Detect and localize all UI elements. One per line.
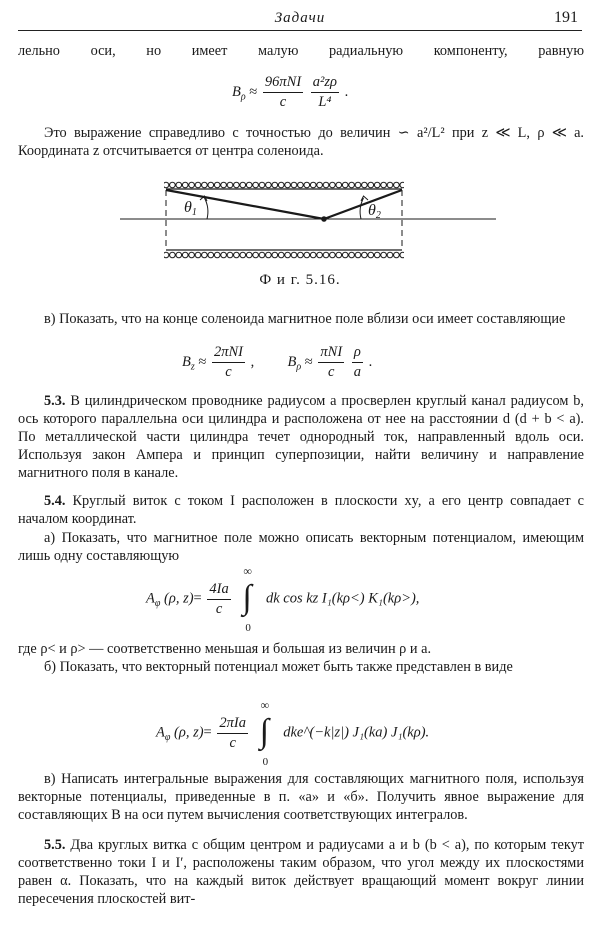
problem-5-3	[18, 392, 584, 482]
eq-arguments: (ρ, z)	[164, 590, 194, 607]
observation-point	[321, 216, 327, 222]
integrand: dke^(−k|z|) J₁(ka) J₁(kρ).	[283, 724, 430, 741]
eq-subscript: ρ	[296, 361, 302, 373]
denominator: a	[353, 364, 362, 380]
fraction	[217, 715, 248, 752]
theta1-label: θ1	[184, 199, 197, 218]
fraction	[311, 74, 339, 111]
fraction	[352, 344, 363, 381]
page-number: 191	[554, 9, 578, 26]
lower-limit: 0	[245, 622, 251, 634]
eq-comma: ,	[250, 353, 255, 370]
numerator: ρ	[352, 344, 363, 363]
eq-symbol: B	[232, 83, 241, 100]
eq-symbol: A	[146, 590, 155, 607]
eq-approx: ≈	[198, 353, 207, 370]
problem-5-5	[18, 836, 584, 908]
eq-symbol: B	[182, 353, 191, 370]
fraction	[207, 581, 230, 618]
denominator: c	[215, 600, 223, 617]
accuracy-paragraph: Это выражение справедливо с точностью до величин ∽ a²/L² при z ≪ L, ρ ≪ a. Координата z отсчитывается от центра соленоида.	[18, 125, 584, 159]
eq-period: .	[368, 353, 373, 370]
numerator: 2πIa	[217, 715, 248, 734]
equation-a-phi-a	[146, 564, 420, 634]
integrand: dk cos kz I₁(kρ<) K₁(kρ>),	[265, 590, 420, 607]
problem-text: Два круглых витка с общим центром и радиусами a и b (b < a), по которым текут соответственно токи I и I′, расположены таким образом, что угол между их плоскостями равен α. Показать, что на каждый виток действует вращающий момент вокруг линии пересечения плоскостей вит-	[18, 837, 584, 907]
equation-b-rho	[232, 74, 348, 111]
eq-subscript: φ	[154, 598, 161, 610]
eq-subscript: ρ	[240, 91, 246, 103]
equation-a-phi-b	[156, 698, 430, 768]
running-header	[18, 8, 582, 31]
theta1-arc	[205, 198, 208, 219]
eq-arguments: (ρ, z)	[174, 724, 204, 741]
eq-subscript: φ	[164, 732, 171, 744]
theta2-arc	[360, 198, 363, 219]
problem-number: 5.3.	[44, 393, 66, 409]
problem-5-4	[18, 492, 584, 528]
numerator: πNI	[318, 344, 344, 363]
line-to-right-end	[324, 190, 402, 219]
problem-text: Круглый виток с током I расположен в плоскости xy, а его центр совпадает с началом координат.	[18, 493, 584, 527]
numerator: 96πNI	[263, 74, 303, 93]
problem-text: В цилиндрическом проводнике радиусом a просверлен круглый канал радиусом b, ось которого параллельна оси цилиндра и расположена от нее на расстоянии d (d + b < a). По металлической части цилиндра течет однородный ток, направленный вдоль оси. Используя закон Ампера и принцип суперпозиции, найти величину и направление магнитного поля в канале.	[18, 393, 584, 481]
fraction	[212, 344, 245, 381]
header-title: Задачи	[274, 10, 326, 26]
denominator: c	[328, 364, 335, 380]
problem-5-4-part-b: б) Показать, что векторный потенциал может быть также представлен в виде	[44, 659, 513, 675]
numerator: a²zρ	[311, 74, 339, 93]
bottom-winding	[164, 250, 404, 260]
eq-subscript: z	[190, 361, 195, 373]
equation-end-field	[182, 344, 372, 381]
lower-limit: 0	[262, 756, 269, 768]
problem-number: 5.5.	[44, 837, 66, 853]
denominator: c	[279, 94, 287, 110]
problem-number: 5.4.	[44, 493, 66, 509]
top-winding	[164, 179, 404, 189]
fraction	[263, 74, 303, 111]
eq-approx: ≈	[304, 353, 313, 370]
upper-limit: ∞	[243, 564, 252, 578]
fraction	[318, 344, 344, 381]
solenoid-figure	[118, 170, 498, 270]
eq-equals: =	[193, 590, 202, 607]
numerator: 2πNI	[212, 344, 245, 363]
part-v-paragraph: в) Показать, что на конце соленоида магнитное поле вблизи оси имеет составляющие	[44, 311, 566, 327]
denominator: c	[229, 734, 236, 751]
eq-approx: ≈	[249, 83, 258, 100]
figure-caption: Ф и г. 5.16.	[259, 272, 341, 288]
eq-symbol: A	[156, 724, 165, 741]
eq-period: .	[344, 83, 349, 100]
eq-equals: =	[203, 724, 212, 741]
intro-line: лельно оси, но имеет малую радиальную компоненту, равную	[18, 43, 584, 59]
integral-sign: ∞ ∫ 0	[242, 564, 252, 634]
problem-5-4-part-v: в) Написать интегральные выражения для составляющих магнитного поля, используя векторные потенциалы, приведенные в п. «а» и «б». Получить явное выражение для составляющих B на оси путем вычисления соответствующих интегралов.	[18, 771, 584, 823]
denominator: c	[225, 364, 232, 380]
theta2-label: θ2	[368, 202, 381, 221]
eq-symbol: B	[287, 353, 297, 370]
denominator: L⁴	[318, 94, 332, 110]
numerator: 4Ia	[207, 581, 230, 600]
integral-sign: ∞ ∫ 0	[259, 698, 270, 768]
where-line: где ρ< и ρ> — соответственно меньшая и большая из величин ρ и a.	[18, 641, 432, 657]
upper-limit: ∞	[260, 698, 270, 712]
problem-5-4-part-a: а) Показать, что магнитное поле можно описать векторным потенциалом, имеющим лишь одну составляющую	[18, 530, 584, 564]
